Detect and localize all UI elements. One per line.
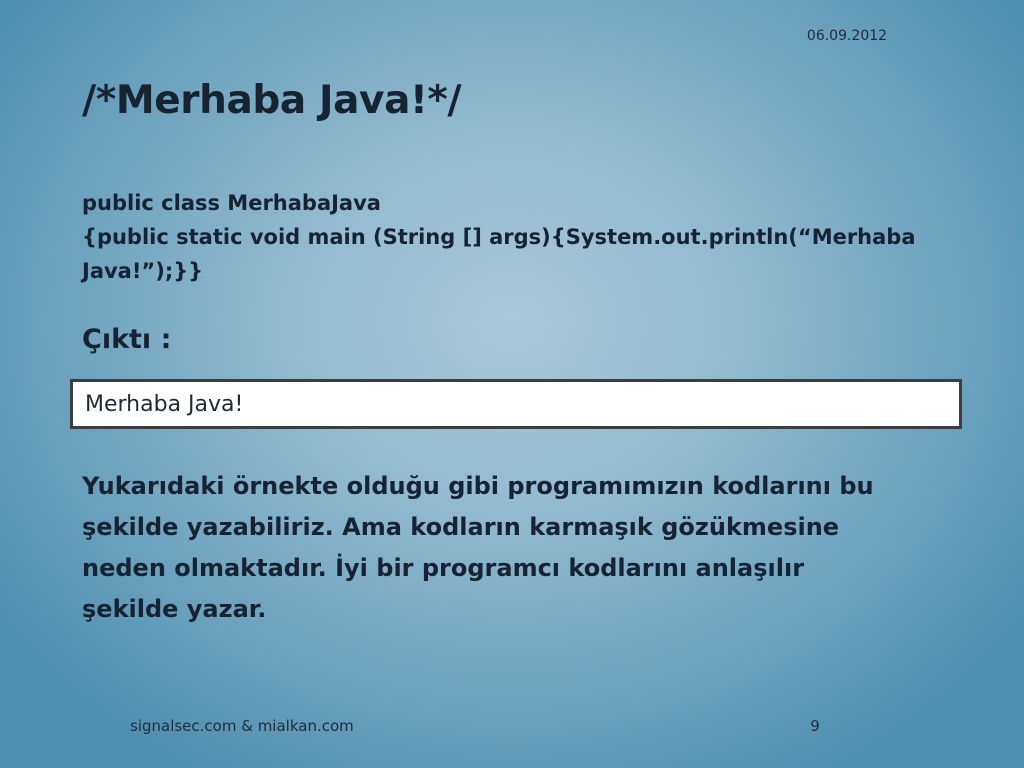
paragraph-line: neden olmaktadır. İyi bir programcı kodlarını anlaşılır [82,554,805,582]
explanation-paragraph [82,466,952,630]
code-line: Java!”);}} [82,259,204,283]
paragraph-line: Yukarıdaki örnekte olduğu gibi programımızın kodlarını bu [82,472,874,500]
slide-date: 06.09.2012 [806,28,888,44]
code-line: {public static void main (String [] args){System.out.println(“Merhaba [82,225,916,249]
output-box [70,379,962,429]
page-number: 9 [810,717,820,735]
slide-footer: signalsec.com & mialkan.com [130,717,354,735]
output-text: Merhaba Java! [85,392,244,417]
code-example [82,186,952,288]
paragraph-line: şekilde yazar. [82,595,267,623]
code-line: public class MerhabaJava [82,191,381,215]
paragraph-line: şekilde yazabiliriz. Ama kodların karmaşık gözükmesine [82,513,840,541]
slide-title: /*Merhaba Java!*/ [82,78,462,123]
output-heading: Çıktı : [82,324,172,355]
